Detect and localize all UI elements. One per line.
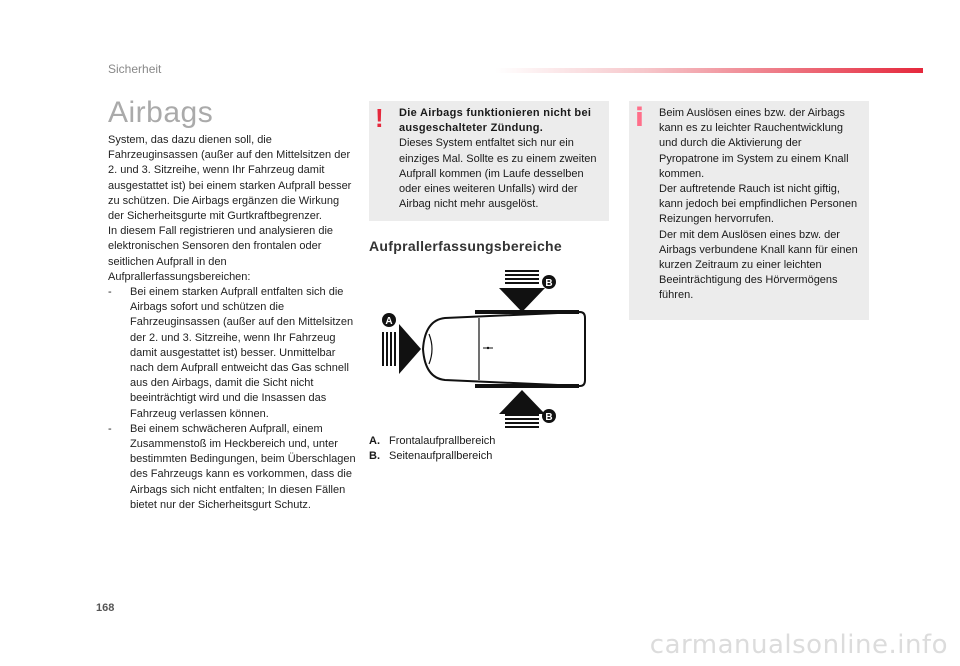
info-icon: i	[635, 103, 644, 133]
intro-paragraph: System, das dazu dienen soll, die Fahrzeuginsassen (außer auf den Mittelsitzen der 2. und 3. Sitzreihe, wenn Ihr Fahrzeug damit ausgestattet ist) bei einem starken Aufprall besser zu schützen. Die Airbags ergänzen die Wirkung der Sicherheitsgurte mit Gurtkraftbegrenzer.	[108, 134, 352, 223]
list-item	[108, 422, 358, 513]
bullet-text: Bei einem schwächeren Aufprall, einem Zusammenstoß im Heckbereich und, unter bestimmten Bedingungen, beim Überschlagen des Fahrzeugs kann es vorkommen, dass die Airbags sich nicht entfalten; In diesen Fällen bietet nur der Sicherheitsgurt Schutz.	[130, 422, 356, 511]
info-text: Beim Auslösen eines bzw. der Airbags kann es zu leichter Rauchentwicklung und durch die Aktivierung der Pyropatrone im System zu einem Knall kommen.	[659, 107, 849, 180]
warning-box	[369, 101, 609, 221]
diagram-legend	[369, 434, 495, 464]
info-text: Der auftretende Rauch ist nicht giftig, kann jedoch bei empfindlichen Personen Reizungen hervorrufen.	[659, 183, 858, 226]
impact-zones-diagram	[375, 262, 615, 430]
info-box	[629, 101, 869, 320]
watermark: carmanualsonline.info	[649, 630, 948, 660]
label-b-top-badge	[542, 275, 556, 289]
bullet-mark: -	[108, 422, 112, 435]
warning-text: Dieses System entfaltet sich nur ein einziges Mal. Sollte es zu einem zweiten Aufprall kommen (im Laufe desselben oder eines weiteren Unfalls) wird der Airbag nicht mehr ausgelöst.	[399, 137, 597, 211]
intro-paragraph: In diesem Fall registrieren und analysieren die elektronischen Sensoren den frontalen oder seitlichen Aufprall in den Aufprallerfassungsbereichen:	[108, 225, 334, 283]
list-item	[108, 285, 358, 422]
label-b-bottom: B	[545, 412, 553, 423]
side-impact-arrow-top	[499, 270, 545, 312]
section-label: Sicherheit	[108, 62, 162, 76]
header-divider	[495, 68, 923, 73]
legend-item	[369, 449, 495, 464]
legend-text: Seitenaufprallbereich	[389, 450, 493, 463]
label-a: A	[385, 316, 393, 327]
side-impact-arrow-bottom	[499, 390, 545, 428]
label-b-top: B	[545, 278, 553, 289]
legend-key: A.	[369, 435, 380, 447]
info-text: Der mit dem Auslösen eines bzw. der Airbags verbundene Knall kann für einen kurzen Zeitraum zu einer leichten Beeinträchtigung des Hörvermögens führen.	[659, 228, 858, 302]
label-b-bottom-badge	[542, 409, 556, 423]
legend-key: B.	[369, 450, 380, 463]
zones-title: Aufprallerfassungsbereiche	[369, 238, 562, 254]
bullet-text: Bei einem starken Aufprall entfalten sich die Airbags sofort und schützen die Fahrzeuginsassen (außer auf den Mittelsitzen der 2. und 3. Sitzreihe, wenn Ihr Fahrzeug damit ausgestattet ist) besser. Unmittelbar nach dem Aufprall entweicht das Gas schnell aus den Airbags, damit die Sicht nicht beeinträchtigt wird und die Insassen das Fahrzeug verlassen können.	[130, 286, 354, 420]
page-number: 168	[96, 602, 115, 614]
warning-heading: Die Airbags funktionieren nicht bei ausgeschalteter Zündung.	[399, 107, 592, 135]
legend-item	[369, 434, 495, 449]
warning-icon: !	[375, 103, 384, 133]
page-title: Airbags	[108, 96, 214, 129]
intro-text	[108, 133, 358, 513]
legend-text: Frontalaufprallbereich	[389, 435, 496, 447]
van-outline	[423, 310, 585, 388]
label-a-badge	[382, 313, 396, 327]
front-impact-arrow	[382, 324, 421, 374]
bullet-mark: -	[108, 286, 112, 299]
